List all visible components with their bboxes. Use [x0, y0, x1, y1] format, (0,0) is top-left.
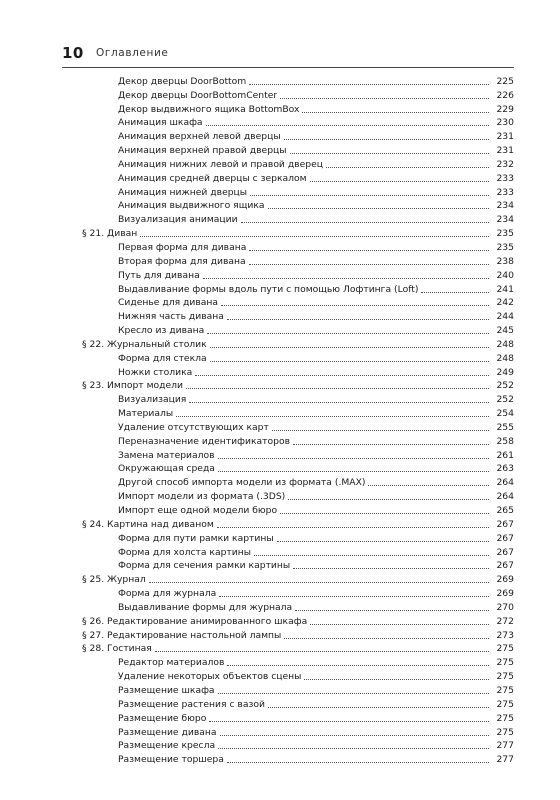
dot-leader: [284, 637, 489, 639]
toc-entry-title: Форма для холста картины: [118, 546, 251, 558]
toc-entry-title: § 28. Гостиная: [82, 643, 152, 655]
toc-subentry: [62, 488, 514, 502]
toc-entry-title: Форма для стекла: [118, 352, 207, 364]
toc-entry-title: Импорт модели из формата (.3DS): [118, 491, 286, 503]
toc-entry-title: Размещение шкафа: [118, 684, 215, 696]
toc-entry-page: 269: [496, 574, 514, 586]
toc-entry-title: Окружающая среда: [118, 463, 215, 475]
dot-leader: [268, 706, 489, 708]
toc-entry-page: 275: [496, 726, 514, 738]
toc-entry-page: 264: [496, 491, 514, 503]
toc-entry-page: 229: [496, 103, 514, 115]
toc-entry-page: 258: [496, 435, 514, 447]
toc-entry-title: Замена материалов: [118, 449, 215, 461]
toc-entry-title: Первая форма для дивана: [118, 241, 247, 253]
toc-entry-title: § 27. Редактирование настольной лампы: [82, 629, 282, 641]
toc-entry-title: Материалы: [118, 408, 174, 420]
toc-subentry: [62, 585, 514, 599]
toc-subentry: [62, 364, 514, 378]
dot-leader: [149, 581, 489, 583]
toc-entry-title: Выдавливание формы вдоль пути с помощью Лофтинга (Loft): [118, 283, 419, 295]
toc-entry-page: 264: [496, 477, 514, 489]
dot-leader: [155, 650, 489, 652]
toc-entry-page: 232: [496, 158, 514, 170]
toc-subentry: [62, 654, 514, 668]
toc-section-entry: [62, 613, 514, 627]
dot-leader: [227, 318, 489, 320]
toc-subentry: [62, 544, 514, 558]
toc-section-entry: [62, 641, 514, 655]
dot-leader: [249, 263, 489, 265]
dot-leader: [280, 512, 489, 514]
toc-entry-page: 265: [496, 505, 514, 516]
toc-entry-title: Декор выдвижного ящика BottomBox: [118, 103, 300, 115]
toc-subentry: [62, 447, 514, 461]
dot-leader: [293, 443, 489, 445]
dot-leader: [209, 720, 489, 722]
toc-entry-page: 234: [496, 200, 514, 212]
toc-subentry: [62, 751, 514, 765]
toc-entry-page: 233: [496, 186, 514, 198]
toc-entry-page: 269: [496, 588, 514, 600]
toc-entry-page: 254: [496, 408, 514, 420]
toc-entry-title: § 24. Картина над диваном: [82, 518, 214, 530]
toc-entry-page: 245: [496, 325, 514, 337]
toc-entry-page: 235: [496, 228, 514, 240]
toc-entry-page: 252: [496, 380, 514, 392]
toc-entry-title: Другой способ импорта модели из формата (.MAX): [118, 477, 366, 489]
toc-subentry: [62, 73, 514, 87]
toc-entry-title: Анимация выдвижного ящика: [118, 200, 265, 212]
dot-leader: [186, 387, 489, 389]
toc-entry-page: 252: [496, 394, 514, 406]
toc-subentry: [62, 267, 514, 281]
toc-subentry: [62, 184, 514, 198]
toc-entry-page: 275: [496, 698, 514, 710]
dot-leader: [310, 623, 489, 625]
toc-entry-page: 275: [496, 684, 514, 696]
dot-leader: [189, 401, 489, 403]
toc-entry-title: Анимация верхней правой дверцы: [118, 145, 287, 157]
dot-leader: [219, 595, 489, 597]
toc-subentry: [62, 599, 514, 613]
toc-entry-page: 248: [496, 338, 514, 350]
table-of-contents: [62, 73, 514, 765]
toc-subentry: [62, 474, 514, 488]
toc-subentry: [62, 419, 514, 433]
toc-subentry: [62, 391, 514, 405]
dot-leader: [293, 567, 489, 569]
dot-leader: [268, 207, 489, 209]
toc-entry-title: § 22. Журнальный столик: [82, 338, 207, 350]
dot-leader: [249, 249, 489, 251]
toc-entry-page: 275: [496, 671, 514, 683]
toc-entry-page: 248: [496, 352, 514, 364]
dot-leader: [368, 484, 489, 486]
toc-entry-title: § 23. Импорт модели: [82, 380, 183, 392]
dot-leader: [227, 664, 489, 666]
toc-entry-title: Удаление некоторых объектов сцены: [118, 671, 302, 683]
toc-entry-page: 275: [496, 712, 514, 724]
toc-section-entry: [62, 225, 514, 239]
toc-entry-title: Анимация средней дверцы с зеркалом: [118, 172, 307, 184]
dot-leader: [207, 332, 489, 334]
dot-leader: [203, 277, 489, 279]
header-rule: [62, 67, 514, 68]
toc-entry-title: Размещение торшера: [118, 754, 224, 766]
toc-entry-page: 267: [496, 532, 514, 544]
dot-leader: [217, 526, 489, 528]
toc-entry-title: Анимация верхней левой дверцы: [118, 131, 281, 143]
toc-subentry: [62, 198, 514, 212]
toc-section-entry: [62, 516, 514, 530]
toc-subentry: [62, 558, 514, 572]
toc-entry-title: Удаление отсутствующих карт: [118, 421, 269, 433]
dot-leader: [290, 152, 489, 154]
page-header: [62, 44, 514, 64]
dot-leader: [326, 166, 489, 168]
dot-leader: [218, 457, 489, 459]
toc-entry-page: 234: [496, 214, 514, 226]
toc-subentry: [62, 668, 514, 682]
dot-leader: [272, 429, 489, 431]
toc-subentry: [62, 101, 514, 115]
toc-entry-page: 275: [496, 643, 514, 655]
toc-subentry: [62, 502, 514, 516]
toc-entry-page: 226: [496, 89, 514, 101]
toc-subentry: [62, 87, 514, 101]
dot-leader: [249, 83, 489, 85]
dot-leader: [241, 221, 489, 223]
toc-entry-title: Вторая форма для дивана: [118, 255, 246, 267]
dot-leader: [310, 180, 489, 182]
toc-entry-title: § 25. Журнал: [82, 574, 146, 586]
dot-leader: [210, 346, 489, 348]
toc-entry-title: Форма для сечения рамки картины: [118, 560, 291, 572]
dot-leader: [227, 761, 489, 763]
toc-section-entry: [62, 627, 514, 641]
dot-leader: [302, 111, 489, 113]
toc-subentry: [62, 738, 514, 752]
toc-section-entry: [62, 571, 514, 585]
toc-subentry: [62, 696, 514, 710]
toc-entry-title: Сиденье для дивана: [118, 297, 219, 309]
dot-leader: [176, 415, 489, 417]
dot-leader: [220, 734, 489, 736]
toc-entry-title: Путь для дивана: [118, 269, 200, 281]
dot-leader: [218, 692, 489, 694]
dot-leader: [221, 304, 489, 306]
toc-subentry: [62, 253, 514, 267]
toc-entry-page: 277: [496, 740, 514, 752]
toc-entry-title: Визуализация анимации: [118, 214, 238, 226]
toc-entry-title: Кресло из дивана: [118, 325, 205, 337]
toc-subentry: [62, 682, 514, 696]
toc-subentry: [62, 350, 514, 364]
toc-entry-title: Размещение бюро: [118, 712, 207, 724]
toc-entry-page: 277: [496, 754, 514, 766]
toc-entry-page: 242: [496, 297, 514, 309]
toc-section-entry: [62, 378, 514, 392]
toc-entry-title: Импорт еще одной модели бюро: [118, 505, 278, 516]
toc-subentry: [62, 433, 514, 447]
toc-entry-title: Переназначение идентификаторов: [118, 435, 290, 447]
toc-section-entry: [62, 336, 514, 350]
toc-entry-page: 261: [496, 449, 514, 461]
toc-entry-page: 244: [496, 311, 514, 323]
toc-subentry: [62, 461, 514, 475]
toc-entry-page: 235: [496, 241, 514, 253]
toc-entry-title: § 21. Диван: [82, 228, 138, 240]
toc-subentry: [62, 322, 514, 336]
toc-entry-title: Анимация нижних левой и правой дверец: [118, 158, 323, 170]
dot-leader: [284, 138, 489, 140]
dot-leader: [250, 194, 489, 196]
toc-entry-page: 231: [496, 131, 514, 143]
dot-leader: [421, 291, 489, 293]
dot-leader: [206, 124, 489, 126]
dot-leader: [304, 678, 489, 680]
toc-entry-page: 225: [496, 75, 514, 87]
toc-entry-page: 231: [496, 145, 514, 157]
toc-entry-title: Ножки столика: [118, 366, 193, 378]
toc-entry-title: Редактор материалов: [118, 657, 225, 669]
toc-entry-page: 238: [496, 255, 514, 267]
dot-leader: [254, 554, 489, 556]
toc-entry-title: Выдавливание формы для журнала: [118, 601, 293, 613]
toc-subentry: [62, 239, 514, 253]
dot-leader: [140, 235, 489, 237]
toc-entry-page: 273: [496, 629, 514, 641]
dot-leader: [218, 470, 489, 472]
toc-entry-page: 263: [496, 463, 514, 475]
toc-subentry: [62, 142, 514, 156]
toc-entry-page: 272: [496, 615, 514, 627]
toc-subentry: [62, 710, 514, 724]
toc-subentry: [62, 530, 514, 544]
toc-subentry: [62, 156, 514, 170]
page-number: 10: [62, 44, 84, 62]
toc-entry-title: Декор дверцы DoorBottomCenter: [118, 89, 278, 101]
toc-entry-title: Размещение растения с вазой: [118, 698, 265, 710]
toc-subentry: [62, 128, 514, 142]
toc-subentry: [62, 308, 514, 322]
dot-leader: [218, 747, 489, 749]
toc-entry-page: 267: [496, 560, 514, 572]
toc-subentry: [62, 170, 514, 184]
toc-subentry: [62, 724, 514, 738]
toc-entry-title: Анимация шкафа: [118, 117, 203, 129]
toc-entry-title: Декор дверцы DoorBottom: [118, 75, 247, 87]
toc-entry-title: Размещение дивана: [118, 726, 217, 738]
dot-leader: [295, 609, 489, 611]
toc-subentry: [62, 115, 514, 129]
toc-entry-page: 249: [496, 366, 514, 378]
toc-entry-page: 275: [496, 657, 514, 669]
toc-entry-title: Нижняя часть дивана: [118, 311, 224, 323]
toc-entry-page: 240: [496, 269, 514, 281]
toc-subentry: [62, 405, 514, 419]
toc-entry-title: Визуализация: [118, 394, 187, 406]
toc-subentry: [62, 281, 514, 295]
toc-entry-title: Форма для журнала: [118, 588, 217, 600]
dot-leader: [280, 97, 489, 99]
toc-entry-page: 230: [496, 117, 514, 129]
toc-entry-page: 270: [496, 601, 514, 613]
toc-entry-page: 255: [496, 421, 514, 433]
dot-leader: [210, 360, 489, 362]
toc-entry-page: 267: [496, 546, 514, 558]
toc-entry-title: Форма для пути рамки картины: [118, 532, 274, 544]
toc-entry-title: Размещение кресла: [118, 740, 216, 752]
running-title: Оглавление: [96, 47, 169, 59]
toc-subentry: [62, 211, 514, 225]
toc-entry-title: Анимация нижней дверцы: [118, 186, 248, 198]
toc-entry-title: § 26. Редактирование анимированного шкафа: [82, 615, 308, 627]
dot-leader: [288, 498, 489, 500]
toc-entry-page: 241: [496, 283, 514, 295]
toc-entry-page: 267: [496, 518, 514, 530]
dot-leader: [277, 540, 489, 542]
toc-subentry: [62, 295, 514, 309]
toc-entry-page: 233: [496, 172, 514, 184]
dot-leader: [195, 374, 489, 376]
